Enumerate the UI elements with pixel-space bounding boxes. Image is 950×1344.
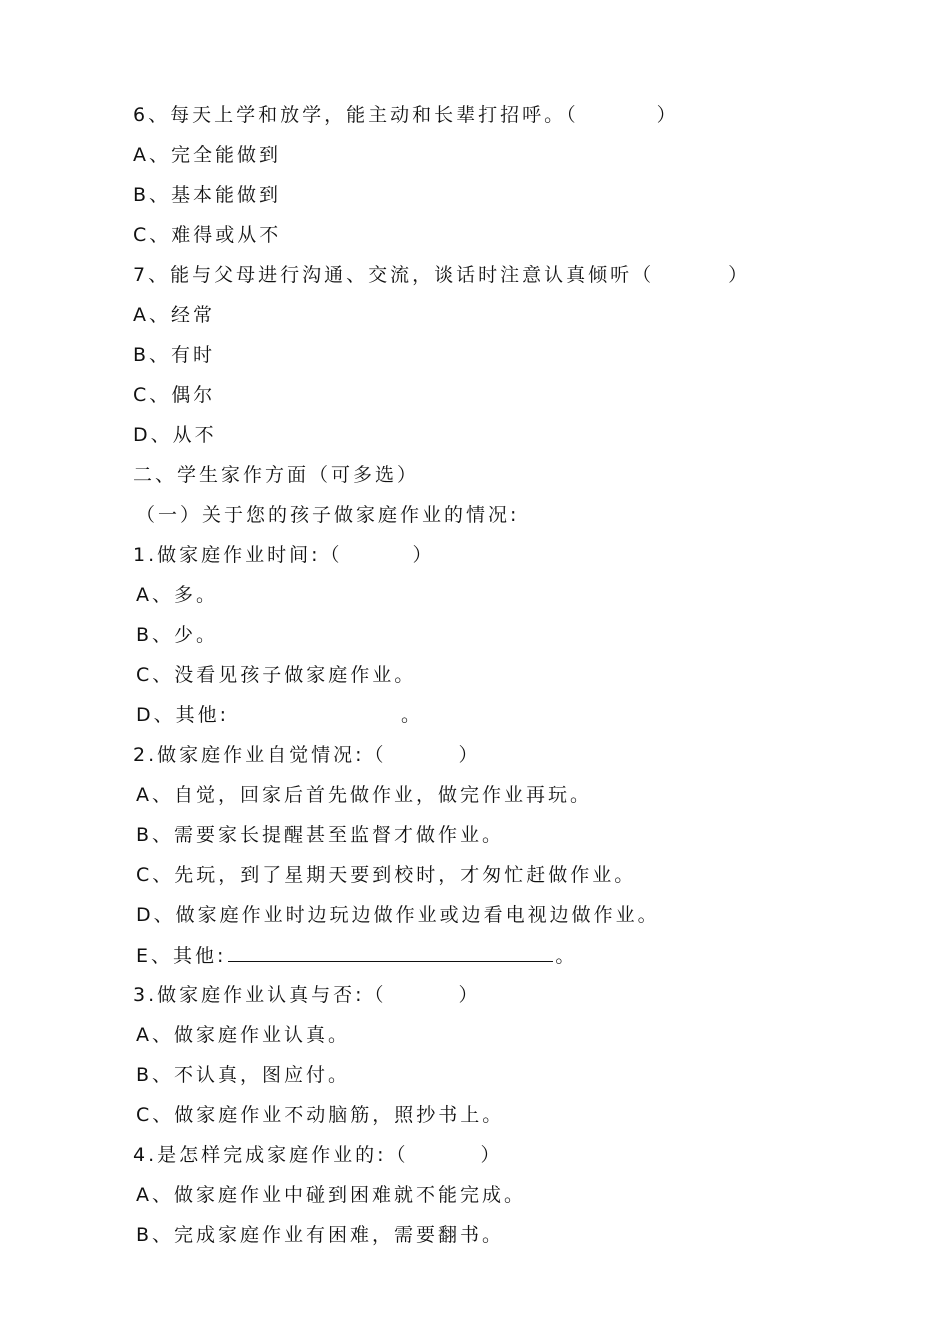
homework-question-3-option-b: B、不认真，图应付。 xyxy=(136,1064,351,1086)
other-label: D、其他: xyxy=(136,704,230,726)
homework-question-2-option-a: A、自觉，回家后首先做作业，做完作业再玩。 xyxy=(136,784,592,806)
question-7-prompt: 7、能与父母进行沟通、交流，谈话时注意认真倾听（ xyxy=(133,264,655,286)
question-6 xyxy=(133,101,679,129)
question-6-prompt: 6、每天上学和放学，能主动和长辈打招呼。（ xyxy=(133,104,579,126)
homework-question-4 xyxy=(133,1141,503,1169)
question-6-option-c: C、难得或从不 xyxy=(133,224,282,246)
homework-question-4-prompt: 4.是怎样完成家庭作业的:（ xyxy=(133,1144,409,1166)
homework-question-3-option-a: A、做家庭作业认真。 xyxy=(136,1024,350,1046)
homework-question-2-option-b: B、需要家长提醒甚至监督才做作业。 xyxy=(136,824,505,846)
homework-question-2-option-e xyxy=(136,941,577,970)
homework-question-2-close: ） xyxy=(458,744,481,766)
homework-question-3 xyxy=(133,981,481,1009)
other-label: E、其他: xyxy=(136,945,227,967)
question-7-option-c: C、偶尔 xyxy=(133,384,216,406)
homework-question-4-option-b: B、完成家庭作业有困难，需要翻书。 xyxy=(136,1224,505,1246)
question-6-close: ） xyxy=(656,104,679,126)
section-2-heading: 二、学生家作方面（可多选） xyxy=(133,464,420,486)
other-end: 。 xyxy=(401,704,424,726)
question-7 xyxy=(133,261,750,289)
homework-question-2 xyxy=(133,741,481,769)
question-6-option-a: A、完全能做到 xyxy=(133,144,281,166)
homework-question-4-close: ） xyxy=(480,1144,503,1166)
homework-question-3-option-c: C、做家庭作业不动脑筋，照抄书上。 xyxy=(136,1104,505,1126)
question-7-option-b: B、有时 xyxy=(133,344,216,366)
homework-question-3-prompt: 3.做家庭作业认真与否:（ xyxy=(133,984,387,1006)
homework-question-1-close: ） xyxy=(412,544,435,566)
homework-question-1-option-d xyxy=(136,701,423,729)
question-7-option-d: D、从不 xyxy=(133,424,217,446)
homework-question-4-option-a: A、做家庭作业中碰到困难就不能完成。 xyxy=(136,1184,526,1206)
question-7-close: ） xyxy=(728,264,751,286)
homework-question-2-prompt: 2.做家庭作业自觉情况:（ xyxy=(133,744,387,766)
other-underline-field[interactable] xyxy=(228,941,553,962)
homework-question-3-close: ） xyxy=(458,984,481,1006)
other-end: 。 xyxy=(555,945,578,967)
question-6-option-b: B、基本能做到 xyxy=(133,184,282,206)
homework-question-2-option-d: D、做家庭作业时边玩边做作业或边看电视边做作业。 xyxy=(136,904,660,926)
section-2-sub-heading: （一）关于您的孩子做家庭作业的情况: xyxy=(136,504,520,526)
homework-question-2-option-c: C、先玩，到了星期天要到校时，才匆忙赶做作业。 xyxy=(136,864,637,886)
homework-question-1-option-c: C、没看见孩子做家庭作业。 xyxy=(136,664,417,686)
homework-question-1-option-a: A、多。 xyxy=(136,584,218,606)
homework-question-1 xyxy=(133,541,435,569)
homework-question-1-prompt: 1.做家庭作业时间:（ xyxy=(133,544,343,566)
question-7-option-a: A、经常 xyxy=(133,304,215,326)
homework-question-1-option-b: B、少。 xyxy=(136,624,219,646)
